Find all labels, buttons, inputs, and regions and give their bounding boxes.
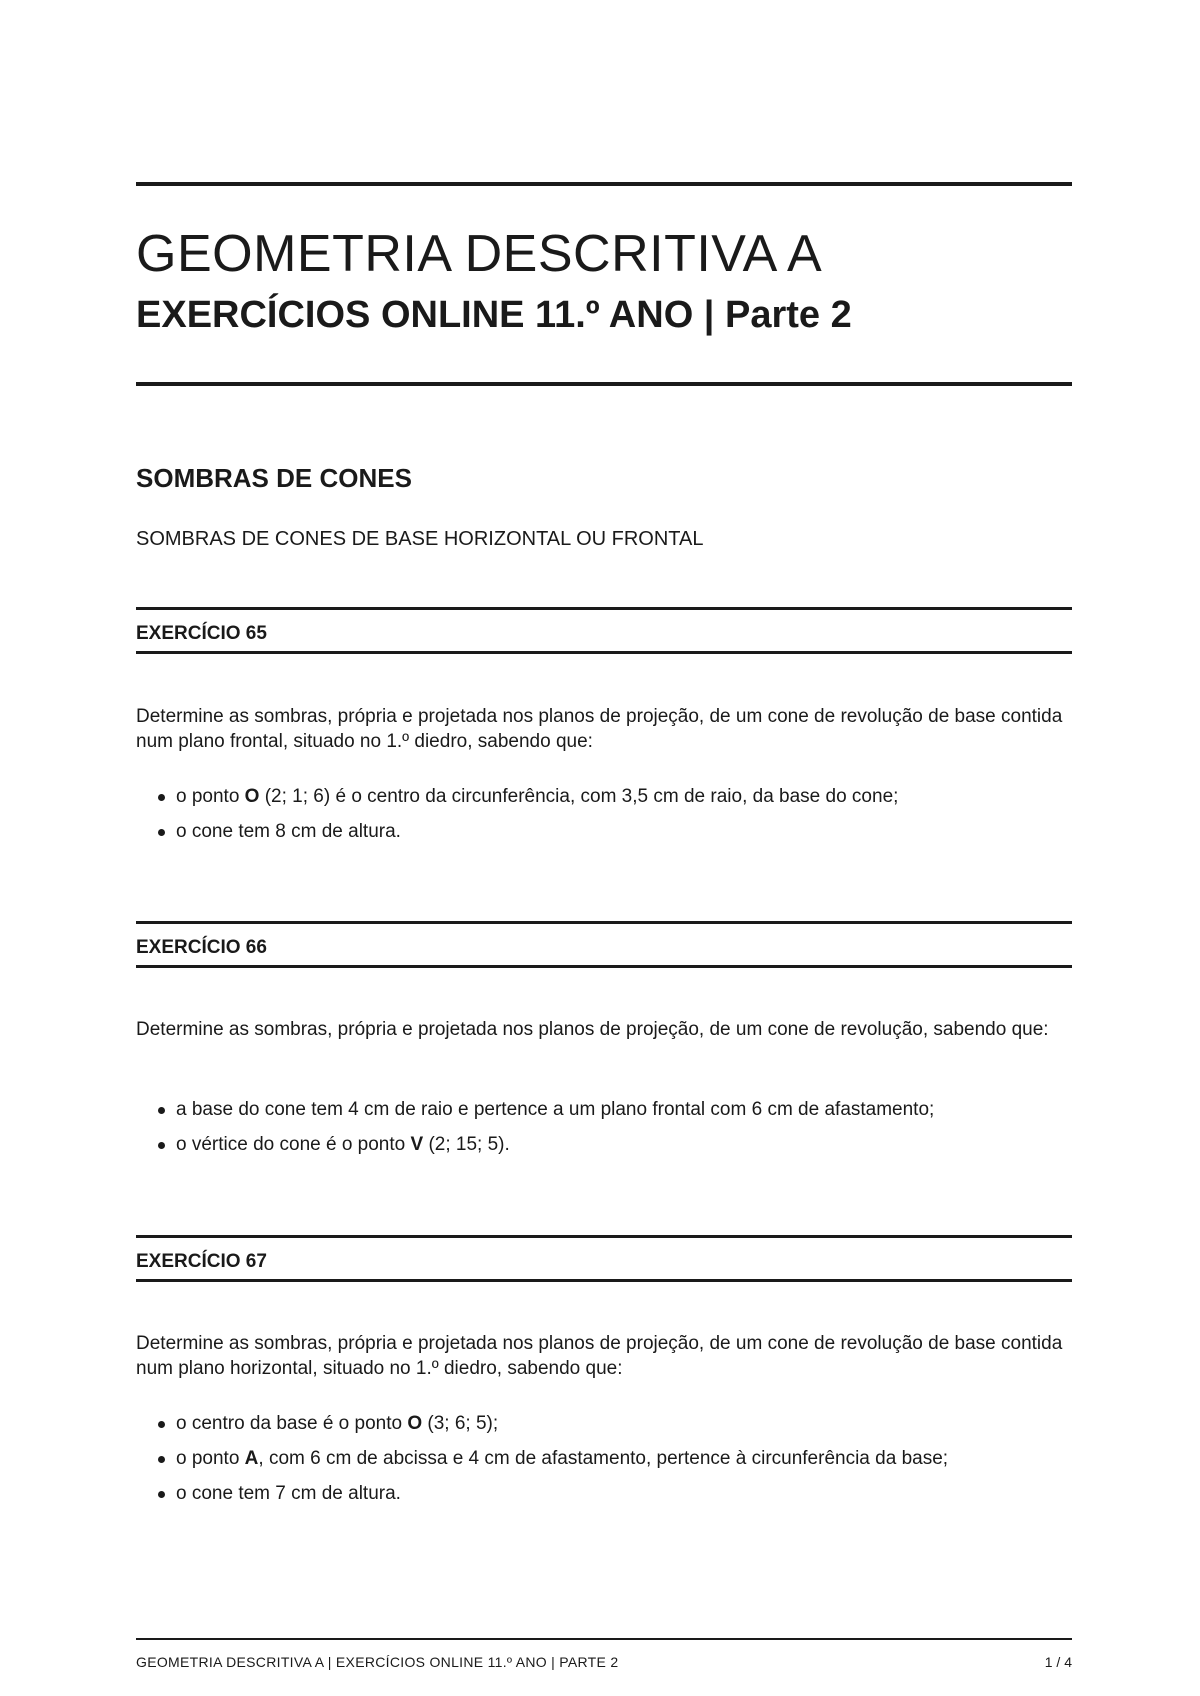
item-text: o vértice do cone é o ponto	[176, 1134, 411, 1155]
exercise-66-title: EXERCÍCIO 66	[136, 937, 267, 958]
footer-label: GEOMETRIA DESCRITIVA A | EXERCÍCIOS ONLINE 11.º ANO | PARTE 2	[136, 1654, 619, 1670]
list-item	[176, 1097, 934, 1122]
point-label: V	[410, 1134, 424, 1155]
list-item	[176, 1446, 948, 1471]
footer-rule	[136, 1638, 1072, 1640]
exercise-65-title: EXERCÍCIO 65	[136, 623, 267, 644]
exercise-67-conditions	[176, 1411, 948, 1516]
exercise-67-title: EXERCÍCIO 67	[136, 1251, 267, 1272]
item-text: a base do cone tem 4 cm de raio e pertence a um plano frontal com 6 cm de afastamento;	[176, 1099, 935, 1120]
item-text: o ponto	[176, 1448, 245, 1469]
item-text: (2; 1; 6) é o centro da circunferência, com 3,5 cm de raio, da base do cone;	[259, 786, 899, 807]
point-label: O	[244, 786, 260, 807]
point-label: A	[244, 1448, 259, 1469]
item-text: (2; 15; 5).	[423, 1134, 510, 1155]
bullet-icon	[158, 829, 165, 836]
bullet-icon	[158, 1142, 165, 1149]
exercise-65-top-rule	[136, 607, 1072, 610]
list-item	[176, 819, 898, 844]
page-number: 1 / 4	[1044, 1654, 1072, 1670]
header-bottom-rule	[136, 382, 1072, 386]
list-item	[176, 1132, 934, 1157]
exercise-66-top-rule	[136, 921, 1072, 924]
item-text: o centro da base é o ponto	[176, 1413, 408, 1434]
bullet-icon	[158, 1421, 165, 1428]
document-subtitle: EXERCÍCIOS ONLINE 11.º ANO | Parte 2	[136, 294, 852, 336]
item-text: o cone tem 8 cm de altura.	[176, 821, 401, 842]
item-text: o ponto	[176, 786, 245, 807]
section-title: SOMBRAS DE CONES	[136, 463, 412, 493]
list-item	[176, 1481, 948, 1506]
item-text: , com 6 cm de abcissa e 4 cm de afastamento, pertence à circunferência da base;	[258, 1448, 949, 1469]
bullet-icon	[158, 794, 165, 801]
point-label: O	[407, 1413, 423, 1434]
exercise-66-conditions	[176, 1097, 934, 1167]
exercise-67-statement: Determine as sombras, própria e projetada nos planos de projeção, de um cone de revolução de base contida num plano horizontal, situado no 1.º diedro, sabendo que:	[136, 1333, 1063, 1379]
exercise-67-top-rule	[136, 1235, 1072, 1238]
section-subtitle: SOMBRAS DE CONES DE BASE HORIZONTAL OU FRONTAL	[136, 528, 704, 550]
list-item	[176, 784, 898, 809]
bullet-icon	[158, 1107, 165, 1114]
item-text: (3; 6; 5);	[422, 1413, 499, 1434]
bullet-icon	[158, 1491, 165, 1498]
list-item	[176, 1411, 948, 1436]
item-text: o cone tem 7 cm de altura.	[176, 1483, 401, 1504]
exercise-66-bottom-rule	[136, 965, 1072, 968]
header-top-rule	[136, 182, 1072, 186]
exercise-66-statement: Determine as sombras, própria e projetada nos planos de projeção, de um cone de revolução, sabendo que:	[136, 1019, 1049, 1040]
document-title: GEOMETRIA DESCRITIVA A	[136, 225, 823, 283]
exercise-65-bottom-rule	[136, 651, 1072, 654]
exercise-67-bottom-rule	[136, 1279, 1072, 1282]
bullet-icon	[158, 1456, 165, 1463]
exercise-65-statement: Determine as sombras, própria e projetada nos planos de projeção, de um cone de revolução de base contida num plano frontal, situado no 1.º diedro, sabendo que:	[136, 706, 1063, 752]
exercise-65-conditions	[176, 784, 898, 854]
